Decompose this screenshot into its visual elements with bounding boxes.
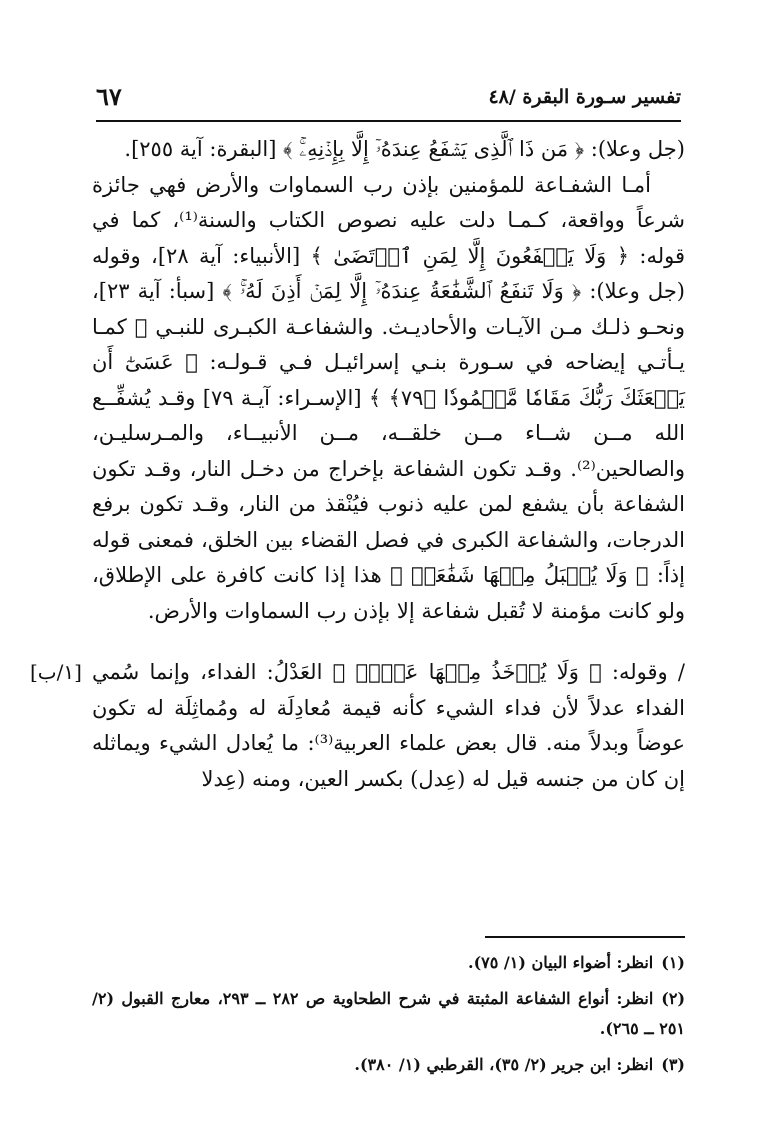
footnote <box>92 948 685 978</box>
body-text <box>30 132 685 797</box>
footnote-number: (٣) <box>661 1055 685 1074</box>
paragraph: (جل وعلا): ﴿ مَن ذَا ٱلَّذِى يَشۡفَعُ عِندَهُۥٓ إِلَّا بِإِذۡنِهِۦۚ ﴾ [البقرة: آية ٢٥٥]. <box>124 137 685 161</box>
footnote <box>92 984 685 1044</box>
paragraph: أمـا الشفـاعة للمؤمنين بإذن رب السماوات والأرض فهي جائزة شرعاً وواقعة، كـمـا دلت عليه نصوص الكتاب والسنة⁽¹⁾، كما في قوله: ﴿ وَلَا يَشۡفَعُونَ إِلَّا لِمَنِ ٱرۡتَضَىٰ ﴾ [الأنبياء: آية ٢٨]، وقوله (جل وعلا): ﴿ وَلَا تَنفَعُ ٱلشَّفَٰعَةُ عِندَهُۥٓ إِلَّا لِمَنۡ أَذِنَ لَهُۥۚ ﴾ [سبأ: آية ٢٣]، ونحـو ذلـك مـن الآيـات والأحاديـث. والشفاعـة الكبـرى للنبـي ﷺ كمـا يـأتـي إيضاحه في سـورة بنـي إسرائيـل فـي قـولـه: ﴿ عَسَىٰٓ أَن يَبۡعَثَكَ رَبُّكَ مَقَامٗا مَّحۡمُودٗا ﴿٧٩﴾ ﴾ [الإسـراء: آيـة ٧٩] وقـد يُشفِّــع الله مــن شــاء مــن خلقــه، مــن الأنبيــاء، والمـرسليـن، والصالحين⁽²⁾. وقـد تكون الشفاعة بإخراج من دخـل النار، وقـد تكون الشفاعة بأن يشفع لمن عليه ذنوب فيُنْقذ من النار، وقـد تكون برفع الدرجات، والشفاعة الكبرى في فصل القضاء بين الخلق، فمعنى قوله إذاً: ﴿ وَلَا يُقۡبَلُ مِنۡهَا شَفَٰعَةٞ ﴾ هذا إذا كانت كافرة على الإطلاق، ولو كانت مؤمنة لا تُقبل شفاعة إلا بإذن رب السماوات والأرض. <box>92 172 685 623</box>
page-number: ٦٧ <box>96 82 122 111</box>
paragraph: / وقوله: ﴿ وَلَا يُؤۡخَذُ مِنۡهَا عَدۡلٞ ﴾ العَدْلُ: الفداء، وإنما سُمي الفداء عدلاً لأن فداء الشيء كأنه قيمة مُعادِلَة له ومُماثِلَة له تكون عوضاً وبدلاً منه. قال بعض علماء العربية⁽³⁾: ما يُعادل الشيء ويماثله إن كان من جنسه قيل له (عِدل) بكسر العين، ومنه (عِدلا <box>92 660 685 791</box>
footnote-number: (٢) <box>661 989 686 1008</box>
header-title: تفسير سـورة البقرة /٤٨ <box>488 86 681 108</box>
footnote-text: انظر: أنواع الشفاعة المثبتة في شرح الطحاوية ص ٢٨٢ ــ ٢٩٣، معارج القبول (٢/ ٢٥١ ــ ٢٦٥). <box>92 989 685 1038</box>
paragraph-block <box>30 655 685 797</box>
footnote-text: انظر: ابن جرير (٢/ ٣٥)، القرطبي (١/ ٣٨٠). <box>354 1055 654 1074</box>
running-header <box>96 80 681 122</box>
manuscript-folio-marker: [١/ب] <box>30 660 82 684</box>
footnote <box>92 1050 685 1080</box>
footnotes <box>92 948 685 1086</box>
footnote-text: انظر: أضواء البيان (١/ ٧٥). <box>468 953 654 972</box>
footnote-number: (١) <box>661 953 685 972</box>
footnote-divider <box>485 936 685 938</box>
